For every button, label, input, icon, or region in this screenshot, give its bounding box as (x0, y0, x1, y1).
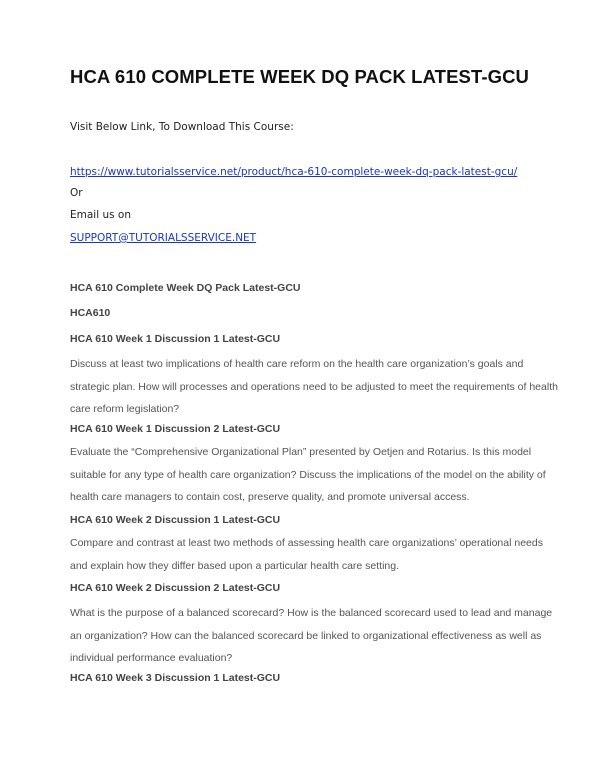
section-heading: HCA 610 Week 2 Discussion 2 Latest-GCU (70, 582, 281, 594)
section-body (70, 357, 558, 425)
section-heading: HCA 610 Week 1 Discussion 1 Latest-GCU (70, 333, 281, 345)
section-heading: HCA 610 Week 2 Discussion 1 Latest-GCU (70, 514, 281, 526)
course-download-link[interactable]: https://www.tutorialsservice.net/product/hca-610-complete-week-dq-pack-latest-gcu/ (70, 166, 518, 178)
section-body (70, 445, 546, 513)
course-code: HCA610 (70, 307, 111, 319)
body-line: suitable for any type of health care organization? Discuss the implications of the model on the ability of (70, 468, 546, 481)
body-line: health care managers to contain cost, preserve quality, and promote universal access. (70, 491, 470, 503)
body-line: care reform legislation? (70, 403, 180, 415)
section-body (70, 536, 543, 581)
body-line: and explain how they differ based upon a particular health care setting. (70, 559, 400, 572)
or-text: Or (70, 187, 83, 199)
body-line: Discuss at least two implications of health care reform on the health care organization’s goals and (70, 358, 524, 370)
section-heading: HCA 610 Week 3 Discussion 1 Latest-GCU (70, 672, 281, 684)
body-line: strategic plan. How will processes and operations need to be adjusted to meet the requirements of health (70, 380, 558, 393)
body-line: What is the purpose of a balanced scorecard? How is the balanced scorecard used to lead and manage (70, 607, 553, 619)
pack-heading: HCA 610 Complete Week DQ Pack Latest-GCU (70, 282, 301, 294)
visit-instruction: Visit Below Link, To Download This Course: (70, 121, 294, 133)
email-label: Email us on (70, 209, 132, 221)
support-email-link[interactable]: SUPPORT@TUTORIALSSERVICE.NET (70, 232, 257, 244)
body-line: individual performance evaluation? (70, 652, 233, 664)
body-line: Compare and contrast at least two methods of assessing health care organizations’ operational needs (70, 537, 543, 549)
document-title: HCA 610 COMPLETE WEEK DQ PACK LATEST-GCU (70, 66, 529, 87)
body-line: an organization? How can the balanced scorecard be linked to organizational effectiveness as well as (70, 629, 542, 642)
section-body (70, 606, 553, 674)
body-line: Evaluate the “Comprehensive Organizational Plan” presented by Oetjen and Rotarius. Is this model (70, 446, 532, 458)
section-heading: HCA 610 Week 1 Discussion 2 Latest-GCU (70, 423, 281, 435)
